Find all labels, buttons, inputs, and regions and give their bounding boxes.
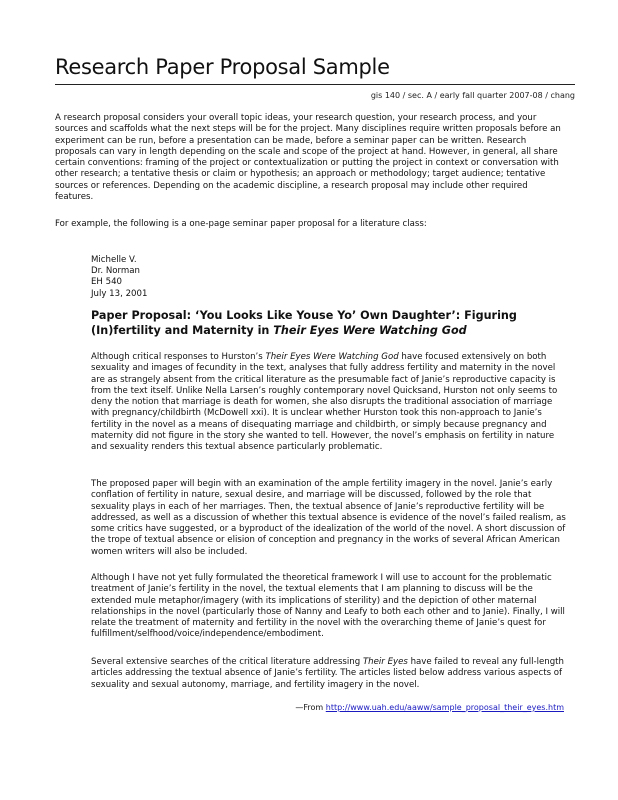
paragraph-1-book-title: Their Eyes Were Watching God bbox=[265, 352, 399, 362]
student-header-block bbox=[91, 255, 147, 300]
source-prefix: —From bbox=[295, 703, 326, 712]
course-info: gis 140 / sec. A / early fall quarter 2007-08 / chang bbox=[370, 91, 575, 100]
paragraph-4-book-title: Their Eyes bbox=[362, 657, 408, 667]
proposal-title-italic: Their Eyes Were Watching God bbox=[273, 323, 467, 337]
source-attribution bbox=[295, 703, 564, 712]
body-paragraph-2: The proposed paper will begin with an examination of the ample fertility imagery in the novel. Janie’s early conflation of fertility in nature, sexual desire, and marriage will be discussed, followed by the role that sexuality plays in each of her marriages. Then, the textual absence of Janie’s reproductive fertility will be addressed, as well as a discussion of whether this textual absence is evidence of the novel’s failed realism, as some critics have suggested, or a byproduct of the idealization of the world of the novel. A short discussion of the trope of textual absence or elision of conception and pregnancy in the works of several African American women writers will also be included. bbox=[91, 479, 566, 557]
instructor-name: Dr. Norman bbox=[91, 266, 140, 277]
source-link[interactable]: http://www.uah.edu/aaww/sample_proposal_their_eyes.htm bbox=[325, 703, 564, 712]
submission-date: July 13, 2001 bbox=[91, 288, 148, 299]
example-lead-text: For example, the following is a one-page seminar paper proposal for a literature class: bbox=[55, 219, 427, 229]
student-name: Michelle V. bbox=[91, 255, 137, 265]
body-paragraph-4 bbox=[91, 657, 569, 691]
proposal-title-text: Paper Proposal: ‘You Looks Like Youse Yo’ Own Daughter’: Figuring (In)fertility and Maternity in bbox=[91, 309, 517, 337]
paragraph-4-text-c: have failed to reveal any full-length articles addressing the textual absence of Janie’s fertility. The articles listed below address various aspects of sexuality and sexual autonomy, marriage, and fertility imagery in the novel. bbox=[91, 657, 564, 690]
body-paragraph-3: Although I have not yet fully formulated the theoretical framework I will use to account for the problematic treatment of Janie’s fertility in the novel, the textual elements that I am planning to discuss will be the extended mule metaphor/imagery (with its implications of sterility) and the depiction of other maternal relationships in the novel (particularly those of Nanny and Leafy to both each other and to Janie). Finally, I will relate the treatment of maternity and fertility in the novel with the overarching theme of Janie’s quest for fulfillment/selfhood/voice/independence/embodiment. bbox=[91, 573, 565, 640]
paragraph-1-text-a: Although critical responses to Hurston’s bbox=[91, 352, 266, 362]
body-paragraph-1 bbox=[91, 352, 569, 454]
title-rule bbox=[55, 84, 575, 85]
course-code: EH 540 bbox=[91, 277, 123, 288]
intro-paragraph: A research proposal considers your overall topic ideas, your research question, your research process, and your sources and scaffolds what the next steps will be for the project. Many disciplines require written proposals before an experiment can be run, before a presentation can be made, before a seminar paper can be written. Research proposals can vary in length depending on the scale and scope of the project at hand. However, in general, all share certain conventions: framing of the project or contextualization or putting the project in context or conversation with other research; a tentative thesis or claim or hypothesis; an approach or methodology; target audience; tentative sources or references. Depending on the academic discipline, a research proposal may include other required features. bbox=[55, 113, 561, 203]
document-title: Research Paper Proposal Sample bbox=[55, 55, 390, 79]
paragraph-4-text-a: Several extensive searches of the critical literature addressing bbox=[91, 657, 363, 667]
paragraph-1-text-c: have focused extensively on both sexuality and images of fecundity in the text, analyses that fully address fertility and maternity in the novel are as strangely absent from the critical literature as the presumable fact of Janie’s reproductive capacity is from the text itself. Unlike Nella Larsen’s roughly contemporary novel Quicksand, Hurston not only seems to deny the notion that marriage is death for women, she also disrupts the traditional association of marriage with pregnancy/childbirth (McDowell xxi). It is unclear whether Hurston took this non-approach to Janie’s fertility in the novel as a means of disequating marriage and childbirth, or simply because pregnancy and maternity did not figure in the story she wanted to tell. However, the novel’s emphasis on fertility in nature and sexuality renders this textual absence particularly problematic. bbox=[91, 352, 558, 453]
proposal-title bbox=[91, 309, 561, 338]
